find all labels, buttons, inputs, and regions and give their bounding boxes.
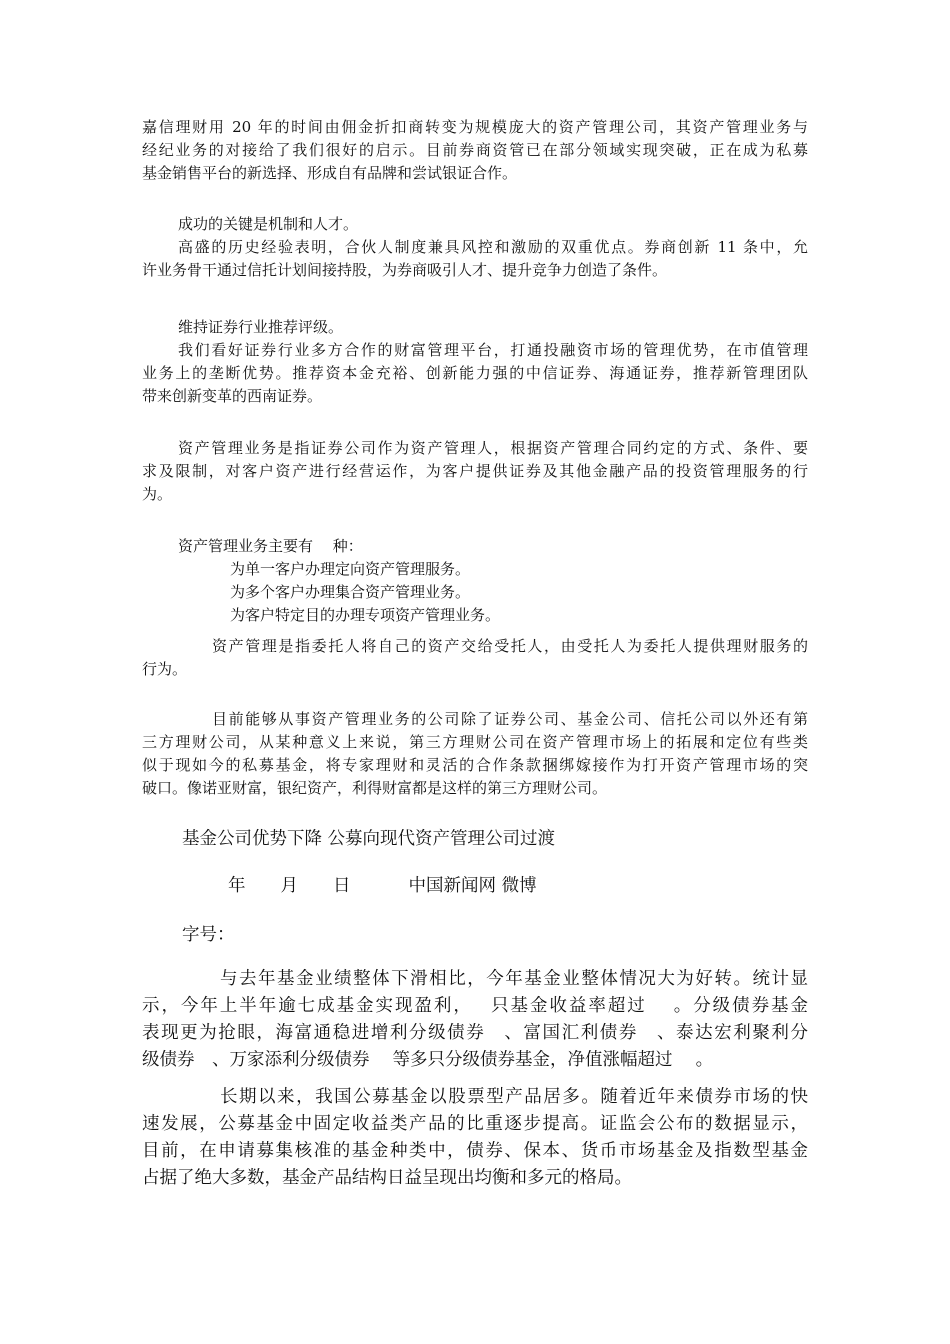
list-item: 为单一客户办理定向资产管理服务。 [230, 560, 471, 578]
text-line: 速发展，公募基金中固定收益类产品的比重逐步提高。证监会公布的数据显示， [142, 1114, 808, 1134]
text-line: 级债券 、万家添利分级债券 等多只分级债券基金，净值涨幅超过 。 [142, 1050, 714, 1070]
paragraph-fund-performance [142, 966, 808, 1074]
text-line: 带来创新变革的西南证券。 [142, 387, 323, 405]
text-line: 高盛的历史经验表明，合伙人制度兼具风控和激励的双重优点。券商创新 11 条中，允 [178, 238, 808, 256]
paragraph-third-party [142, 708, 808, 800]
text-line: 资产管理业务是指证券公司作为资产管理人，根据资产管理合同约定的方式、条件、要 [178, 439, 808, 457]
text-line: 我们看好证券行业多方合作的财富管理平台，打通投融资市场的管理优势，在市值管理 [178, 341, 808, 359]
text-line: 行为。 [142, 660, 188, 678]
font-size-row [142, 922, 808, 949]
paragraph-schwab [142, 116, 808, 185]
paragraph-heading: 资产管理业务主要有 种： [178, 537, 363, 555]
text-line: 目前能够从事资产管理业务的公司除了证券公司、基金公司、信托公司以外还有第 [212, 710, 808, 728]
text-line: 求及限制，对客户资产进行经营运作，为客户提供证券及其他金融产品的投资管理服务的行 [142, 462, 808, 480]
paragraph-fund-structure [142, 1084, 808, 1192]
text-line: 基金销售平台的新选择、形成自有品牌和尝试银证合作。 [142, 164, 518, 182]
text-line: 许业务骨干通过信托计划间接持股，为券商吸引人才、提升竞争力创造了条件。 [142, 261, 668, 279]
list-item: 为客户特定目的办理专项资产管理业务。 [230, 606, 501, 624]
text-line: 业务上的垄断优势。推荐资本金充裕、创新能力强的中信证券、海通证券，推荐新管理团队 [142, 364, 808, 382]
text-line: 破口。像诺亚财富，银纪资产，利得财富都是这样的第三方理财公司。 [142, 779, 608, 797]
paragraph-rating [142, 316, 808, 408]
text-line: 嘉信理财用 20 年的时间由佣金折扣商转变为规模庞大的资产管理公司，其资产管理业务与 [142, 118, 808, 136]
text-line: 占据了绝大多数，基金产品结构日益呈现出均衡和多元的格局。 [142, 1168, 632, 1188]
text-line: 与去年基金业绩整体下滑相比，今年基金业整体情况大为好转。统计显 [220, 969, 808, 989]
paragraph-definition [142, 437, 808, 506]
text-line: 为。 [142, 485, 173, 503]
text-line: 似于现如今的私募基金，将专家理财和灵活的合作条款捆绑嫁接作为打开资产管理市场的突 [142, 756, 808, 774]
text-line: 资产管理是指委托人将自己的资产交给受托人，由受托人为委托人提供理财服务的 [212, 637, 808, 655]
dateline-text: 年 月 日 中国新闻网 微博 [228, 876, 537, 896]
list-item: 为多个客户办理集合资产管理业务。 [230, 583, 471, 601]
paragraph-business-types [142, 535, 808, 627]
font-size-label: 字号： [182, 925, 235, 945]
paragraph-asset-management [142, 635, 808, 681]
text-line: 目前，在申请募集核准的基金种类中，债券、保本、货币市场基金及指数型基金 [142, 1141, 808, 1161]
text-line: 示，今年上半年逾七成基金实现盈利， 只基金收益率超过 。分级债券基金 [142, 996, 808, 1016]
article-dateline [142, 873, 808, 900]
article-title [142, 826, 808, 853]
paragraph-heading: 维持证券行业推荐评级。 [178, 318, 344, 336]
text-line: 长期以来，我国公募基金以股票型产品居多。随着近年来债券市场的快 [220, 1087, 808, 1107]
text-line: 表现更为抢眼，海富通稳进增利分级债券 、富国汇利债券 、泰达宏利聚利分 [142, 1023, 808, 1043]
paragraph-key-success [142, 213, 808, 282]
title-line: 基金公司优势下降 公募向现代资产管理公司过渡 [182, 829, 556, 849]
text-line: 三方理财公司，从某种意义上来说，第三方理财公司在资产管理市场上的拓展和定位有些类 [142, 733, 808, 751]
text-line: 经纪业务的对接给了我们很好的启示。目前券商资管已在部分领域实现突破，正在成为私募 [142, 141, 808, 159]
paragraph-heading: 成功的关键是机制和人才。 [178, 215, 359, 233]
